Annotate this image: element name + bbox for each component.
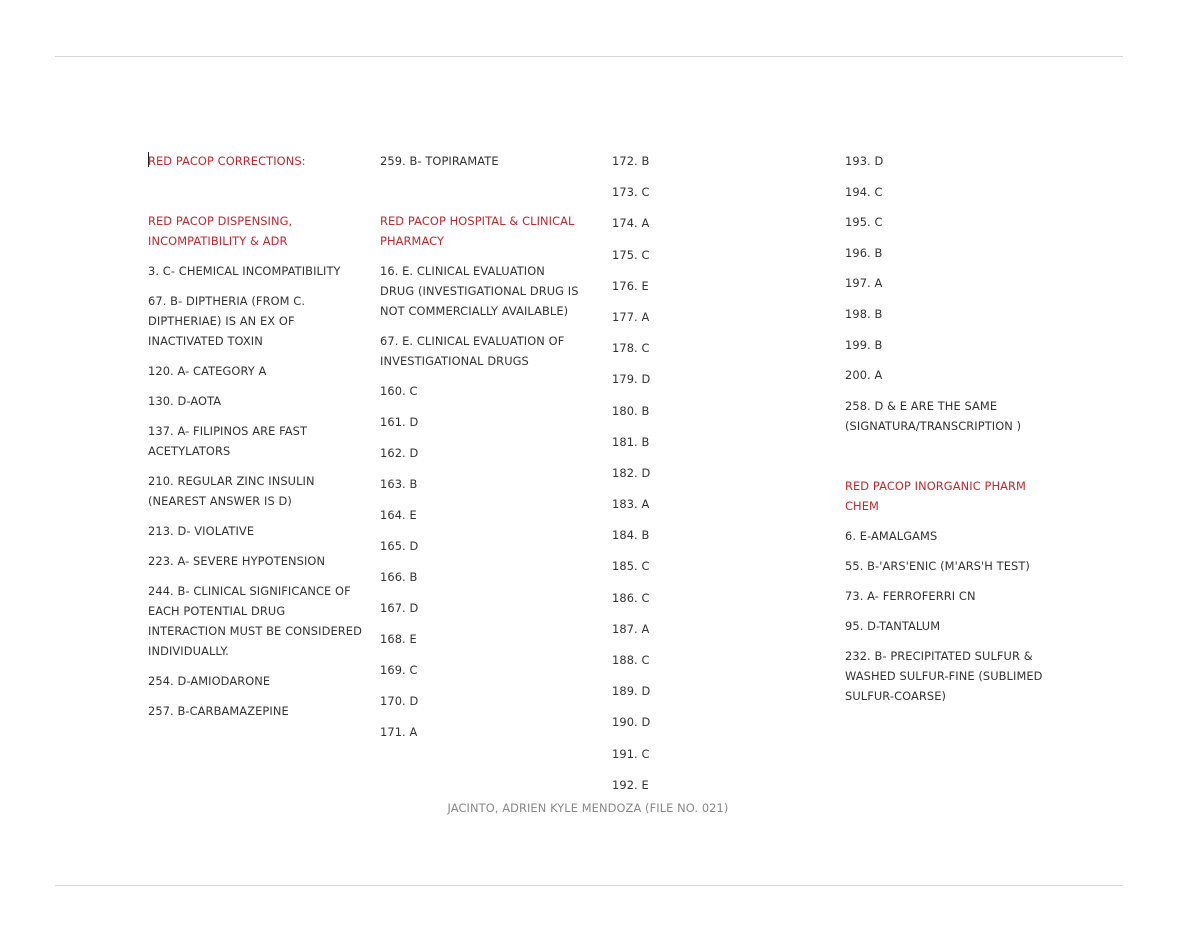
answer-item: 182. D <box>612 465 651 480</box>
answer-item: 175. C <box>612 247 650 262</box>
answer-item: 187. A <box>612 621 650 636</box>
column-3 <box>612 151 792 806</box>
hospital-item: 67. E. CLINICAL EVALUATION OF INVESTIGATIONAL DRUGS <box>380 334 565 368</box>
answer-item: 176. E <box>612 278 649 293</box>
answer-item: 167. D <box>380 601 419 615</box>
inorganic-heading: RED PACOP INORGANIC PHARM CHEM <box>845 478 1026 513</box>
answer-item: 198. B <box>845 306 883 321</box>
answer-item: 177. A <box>612 309 650 324</box>
answer-item: 194. C <box>845 184 883 199</box>
answer-item: 197. A <box>845 276 883 291</box>
answer-item: 192. E <box>612 777 649 792</box>
dispensing-item: 137. A- FILIPINOS ARE FAST ACETYLATORS <box>148 424 308 458</box>
hospital-item: 16. E. CLINICAL EVALUATION DRUG (INVESTIGATIONAL DRUG IS NOT COMMERCIALLY AVAILABLE) <box>380 264 579 318</box>
footer-author: JACINTO, ADRIEN KYLE MENDOZA (FILE NO. 021) <box>447 801 729 815</box>
answer-item: 172. B <box>612 154 650 168</box>
hospital-heading: RED PACOP HOSPITAL & CLINICAL PHARMACY <box>380 214 575 248</box>
dispensing-item: 244. B- CLINICAL SIGNIFICANCE OF EACH POTENTIAL DRUG INTERACTION MUST BE CONSIDERED INDIVIDUALLY. <box>148 584 362 658</box>
correction-note: 258. D & E ARE THE SAME (SIGNATURA/TRANSCRIPTION ) <box>845 398 1022 433</box>
answer-item: 186. C <box>612 590 650 605</box>
document-title: RED PACOP CORRECTIONS: <box>148 154 306 168</box>
answer-item: 189. D <box>612 684 651 699</box>
answer-item: 160. C <box>380 384 418 398</box>
answer-item: 163. B <box>380 477 418 491</box>
answer-item: 184. B <box>612 528 650 543</box>
answer-item: 199. B <box>845 337 883 352</box>
answer-item: 183. A <box>612 497 650 512</box>
dispensing-item: 213. D- VIOLATIVE <box>148 524 255 538</box>
answer-item: 178. C <box>612 341 650 356</box>
column-4 <box>845 151 1045 716</box>
answer-item: 168. E <box>380 632 417 646</box>
answer-item: 169. C <box>380 663 418 677</box>
answer-item: 191. C <box>612 746 650 761</box>
column-1 <box>148 151 363 731</box>
bottom-divider <box>55 885 1123 886</box>
answer-item: 162. D <box>380 446 419 460</box>
answer-item: 200. A <box>845 368 883 383</box>
answer-item: 171. A <box>380 725 418 739</box>
correction-item: 259. B- TOPIRAMATE <box>380 154 499 168</box>
column-2 <box>380 151 580 753</box>
answer-item: 173. C <box>612 185 650 200</box>
dispensing-item: 130. D-AOTA <box>148 394 222 408</box>
dispensing-item: 67. B- DIPTHERIA (FROM C. DIPTHERIAE) IS AN EX OF INACTIVATED TOXIN <box>148 294 306 348</box>
answer-item: 181. B <box>612 434 650 449</box>
answer-item: 196. B <box>845 245 883 260</box>
answer-item: 164. E <box>380 508 417 522</box>
answer-item: 179. D <box>612 372 651 387</box>
answer-item: 174. A <box>612 216 650 231</box>
answer-item: 170. D <box>380 694 419 708</box>
dispensing-item: 223. A- SEVERE HYPOTENSION <box>148 554 326 568</box>
inorganic-item: 6. E-AMALGAMS <box>845 528 938 543</box>
answer-item: 165. D <box>380 539 419 553</box>
answer-item: 166. B <box>380 570 418 584</box>
answer-item: 180. B <box>612 403 650 418</box>
top-divider <box>55 56 1123 57</box>
dispensing-item: 3. C- CHEMICAL INCOMPATIBILITY <box>148 264 341 278</box>
dispensing-item: 254. D-AMIODARONE <box>148 674 271 688</box>
inorganic-item: 73. A- FERROFERRI CN <box>845 588 976 603</box>
inorganic-item: 55. B-'ARS'ENIC (M'ARS'H TEST) <box>845 558 1030 573</box>
dispensing-item: 120. A- CATEGORY A <box>148 364 267 378</box>
answer-item: 190. D <box>612 715 651 730</box>
answer-item: 161. D <box>380 415 419 429</box>
dispensing-heading: RED PACOP DISPENSING, INCOMPATIBILITY & ADR <box>148 214 293 248</box>
answer-item: 188. C <box>612 653 650 667</box>
answer-item: 195. C <box>845 215 883 230</box>
dispensing-item: 210. REGULAR ZINC INSULIN (NEAREST ANSWER IS D) <box>148 474 315 508</box>
inorganic-item: 95. D-TANTALUM <box>845 618 941 633</box>
answer-item: 193. D <box>845 154 884 168</box>
dispensing-item: 257. B-CARBAMAZEPINE <box>148 704 289 718</box>
answer-item: 185. C <box>612 559 650 574</box>
inorganic-item: 232. B- PRECIPITATED SULFUR & WASHED SULFUR-FINE (SUBLIMED SULFUR-COARSE) <box>845 648 1043 703</box>
